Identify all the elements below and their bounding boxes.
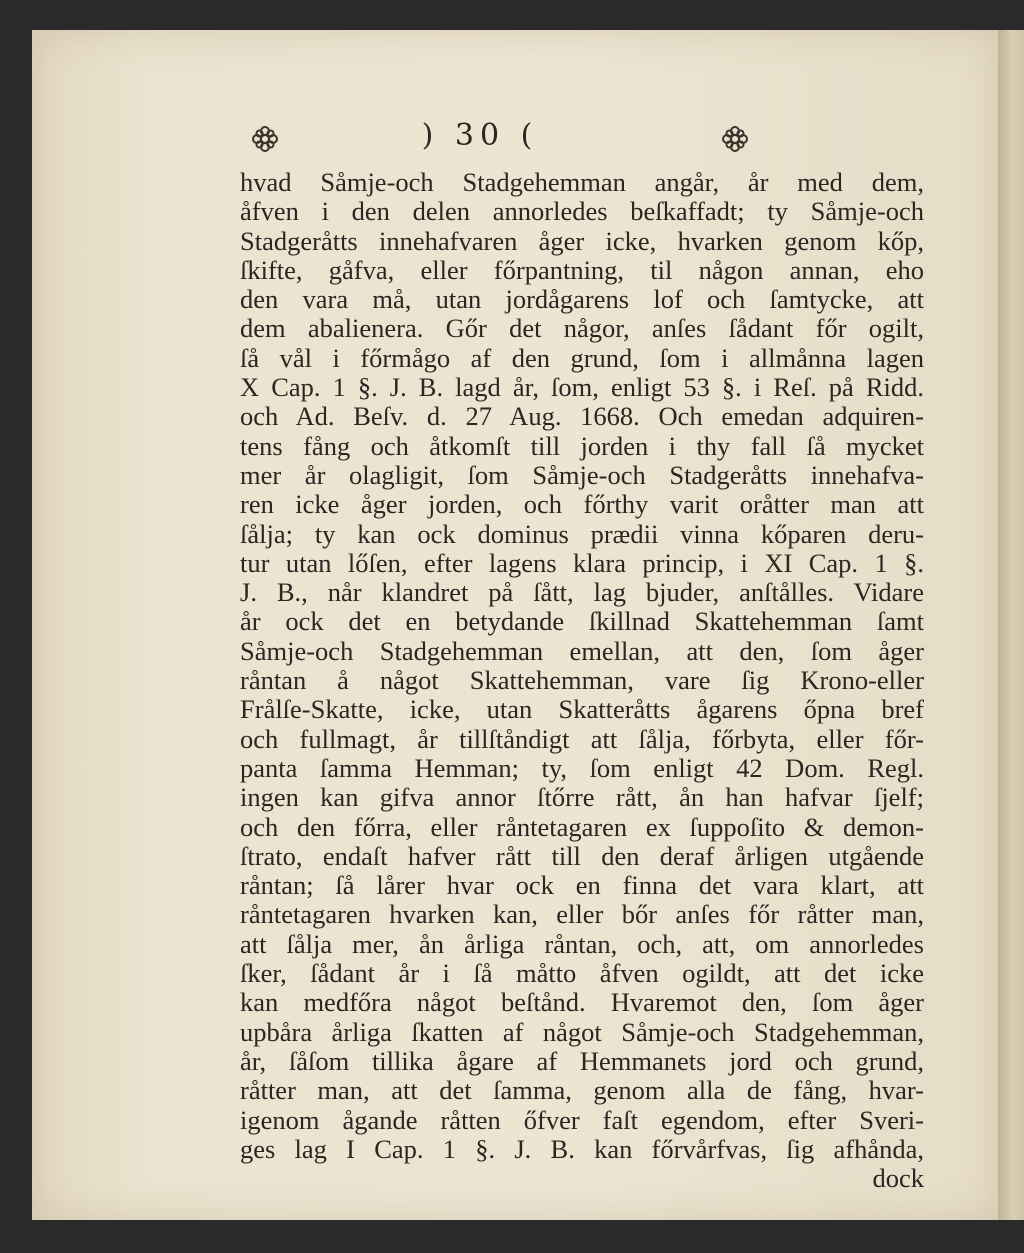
running-head [250,118,810,162]
text-line: och den főrra, eller råntetagaren ex ſuppoſito & demon- [240,811,924,842]
text-line: ren icke åger jorden, och főrthy varit oråtter man att [240,489,924,520]
text-line: X Cap. 1 §. J. B. lagd år, ſom, enligt 53 §. i Reſ. på Ridd. [240,372,924,403]
text-line: att ſålja mer, ån årliga råntan, och, att, om annorledes [240,928,924,959]
text-line: kan medfőra något beſtånd. Hvaremot den, ſom åger [240,987,924,1018]
text-line: mer år olagligit, ſom Såmje-och Stadgeråtts innehafva- [240,459,924,490]
text-line: Såmje-och Stadgehemman emellan, att den, ſom åger [240,635,924,666]
text-line: råntan å något Skattehemman, vare ſig Krono-eller [240,665,924,696]
text-line: år ock det en betydande ſkillnad Skattehemman ſamt [240,606,924,637]
text-line: ſålja; ty kan ock dominus prædii vinna kőparen deru- [240,518,924,549]
body-text [240,168,924,1193]
text-line: och fullmagt, år tillſtåndigt att ſålja, főrbyta, eller főr- [240,723,924,754]
text-line: ſker, ſådant år i ſå måtto åfven ogildt, att det icke [240,958,924,989]
text-line: den vara må, utan jordågarens lof och ſamtycke, att [240,284,924,315]
text-line: tens fång och åtkomſt till jorden i thy fall ſå mycket [240,430,924,461]
fleuron-ornament-icon [720,124,750,154]
text-line: panta ſamma Hemman; ty, ſom enligt 42 Dom. Regl. [240,752,924,783]
text-line: ſå vål i főrmågo af den grund, ſom i allmånna lagen [240,342,924,373]
text-line: tur utan lőſen, efter lagens klara princip, i XI Cap. 1 §. [240,547,924,578]
text-line: åfven i den delen annorledes beſkaffadt; ty Såmje-och [240,196,924,227]
text-line: ges lag I Cap. 1 §. J. B. kan főrvårfvas, ſig afhånda, [240,1133,924,1164]
text-line: dem abalienera. Gőr det någor, anſes ſådant főr ogilt, [240,313,924,344]
text-line: hvad Såmje-och Stadgehemman angår, år med dem, [240,167,924,197]
text-line: Stadgeråtts innehafvaren åger icke, hvarken genom kőp, [240,225,924,256]
text-line: år, ſåſom tillika ågare af Hemmanets jord och grund, [240,1045,924,1076]
text-line: råntan; ſå lårer hvar ock en finna det vara klart, att [240,870,924,901]
text-line: råntetagaren hvarken kan, eller bőr anſes főr råtter man, [240,899,924,930]
text-line: Frålſe-Skatte, icke, utan Skatteråtts ågarens őpna bref [240,694,924,725]
catchword: dock [872,1163,924,1194]
page-number: ) 30 ( [421,118,539,153]
text-line: ingen kan gifva annor ſtőrre rått, ån han hafvar ſjelf; [240,782,924,813]
fleuron-ornament-icon [250,124,280,154]
text-line: igenom ågande råtten őfver faſt egendom, efter Sveri- [240,1104,924,1135]
text-line: J. B., når klandret på ſått, lag bjuder, anſtålles. Vidare [240,577,924,608]
text-line: upbåra årliga ſkatten af något Såmje-och Stadgehemman, [240,1016,924,1047]
next-page-edge [998,30,1024,1220]
text-line: ſkifte, gåfva, eller főrpantning, til någon annan, eho [240,254,924,285]
text-line: ſtrato, endaſt hafver rått till den deraf årligen utgående [240,840,924,871]
text-line: och Ad. Beſv. d. 27 Aug. 1668. Och emedan adquiren- [240,401,924,432]
text-line: råtter man, att det ſamma, genom alla de fång, hvar- [240,1075,924,1106]
